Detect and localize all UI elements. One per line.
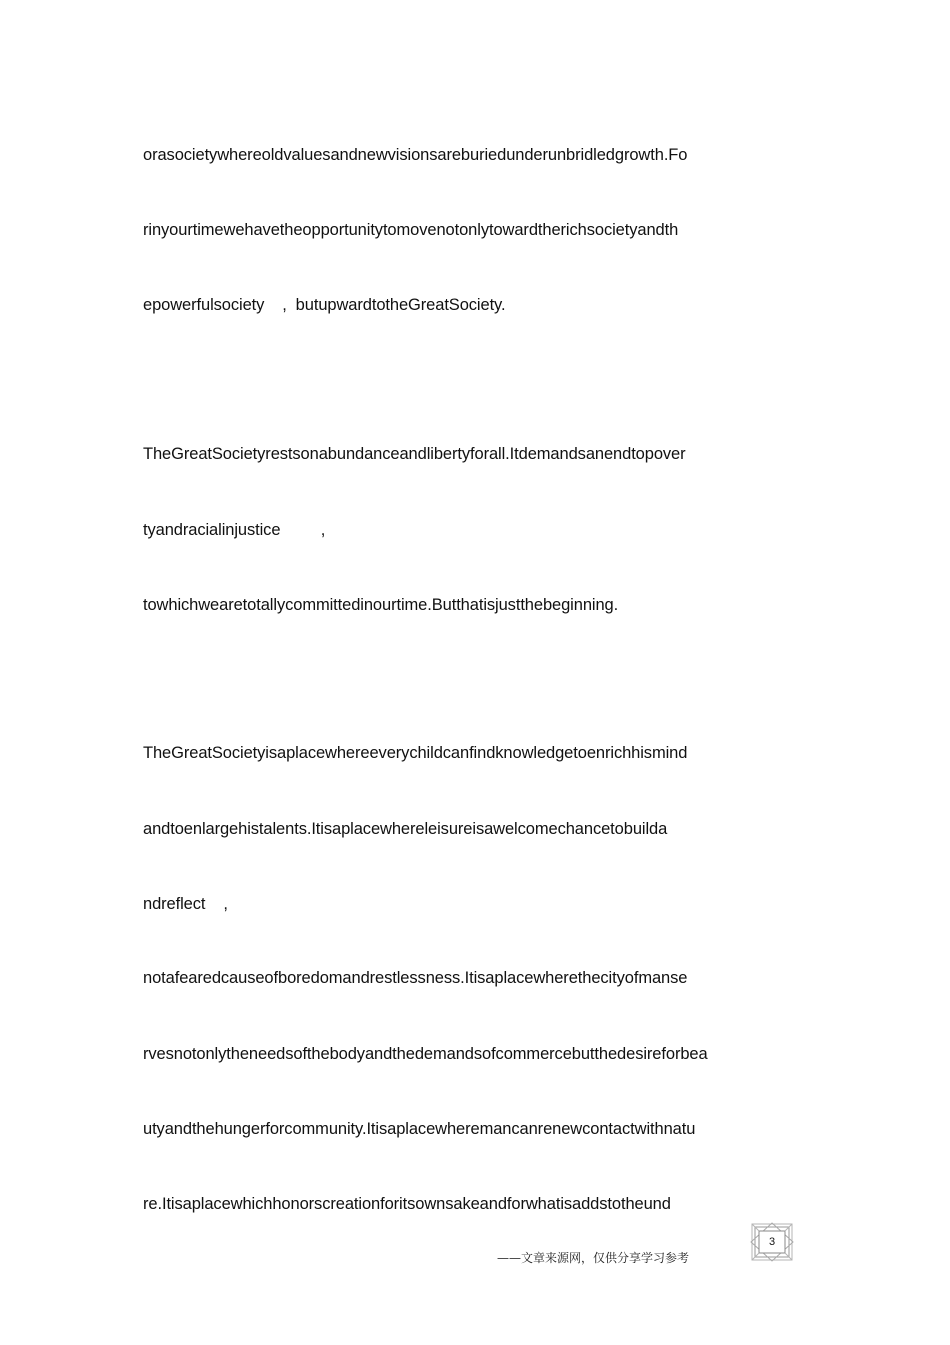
page-number: 3 bbox=[768, 1236, 776, 1248]
text-line: rinyourtimewehavetheopportunitytomovenotonlytowardtherichsocietyandth bbox=[143, 221, 679, 239]
text-line: towhichwearetotallycommittedinourtime.Butthatisjustthebeginning. bbox=[143, 596, 619, 614]
text-line: ndreflect , bbox=[143, 895, 228, 913]
text-line: andtoenlargehistalents.Itisaplacewhereleisureisawelcomechancetobuilda bbox=[143, 820, 668, 838]
text-line: re.Itisaplacewhichhonorscreationforitsownsakeandforwhatisaddstotheund bbox=[143, 1195, 671, 1213]
text-line: epowerfulsociety , butupwardtotheGreatSociety. bbox=[143, 296, 506, 314]
text-line: tyandracialinjustice , bbox=[143, 521, 326, 539]
text-line: orasocietywhereoldvaluesandnewvisionsareburiedunderunbridledgrowth.Fo bbox=[143, 146, 688, 164]
page-number-badge bbox=[749, 1222, 795, 1262]
text-line: rvesnotonlytheneedsofthebodyandthedemandsofcommercebutthedesireforbea bbox=[143, 1045, 708, 1063]
text-line: TheGreatSocietyrestsonabundanceandlibertyforall.Itdemandsanendtopover bbox=[143, 445, 686, 463]
text-line: TheGreatSocietyisaplacewhereeverychildcanfindknowledgetoenrichhismind bbox=[143, 744, 688, 762]
text-line: notafearedcauseofboredomandrestlessness.Itisaplacewherethecityofmanse bbox=[143, 969, 688, 987]
text-line: utyandthehungerforcommunity.Itisaplacewheremancanrenewcontactwithnatu bbox=[143, 1120, 696, 1138]
footer-source-note: ——文章来源网，仅供分享学习参考 bbox=[497, 1251, 690, 1265]
